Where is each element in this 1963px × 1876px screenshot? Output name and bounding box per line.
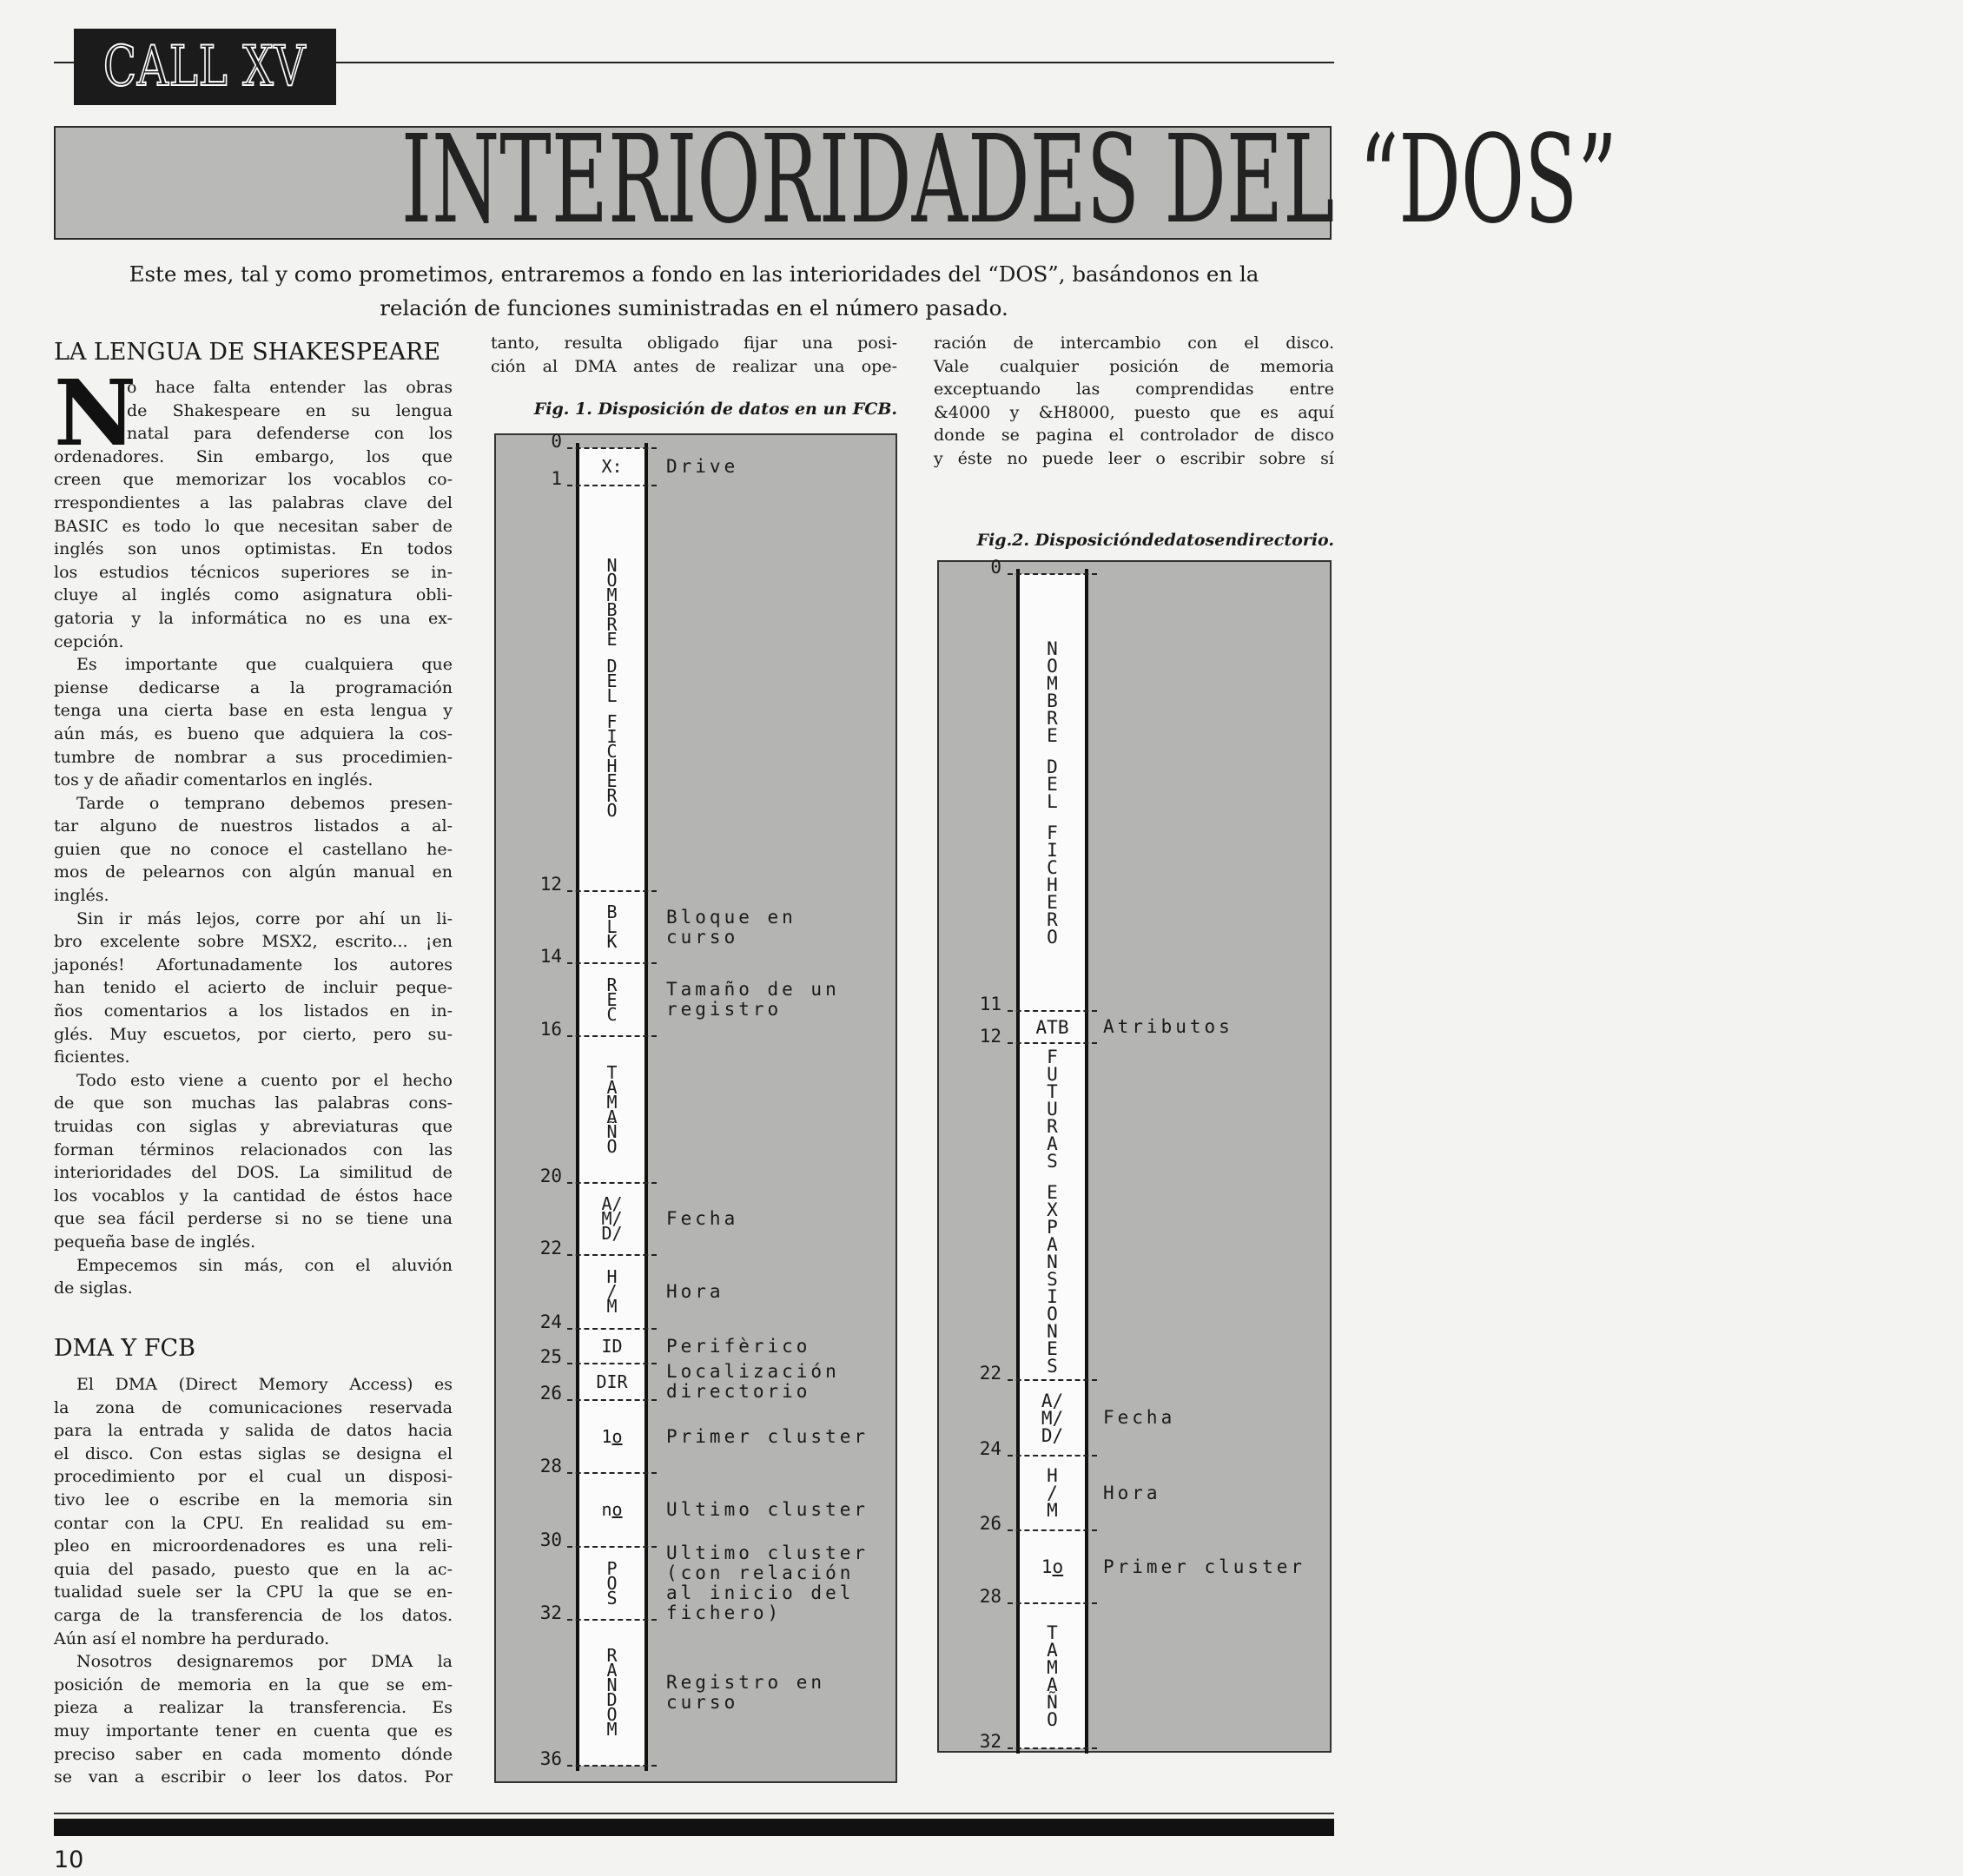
field-label-char: F — [606, 711, 618, 733]
text-line: Empecemos sin más, con el aluvión — [76, 1255, 453, 1275]
field-label-text: DIR — [596, 1371, 628, 1392]
field-description-line: fichero) — [666, 1602, 783, 1623]
field-label-char: H — [606, 756, 618, 777]
ordinal-mark: o — [1052, 1556, 1064, 1577]
field-label — [1015, 1603, 1090, 1748]
text-line: tumbre de nombrar a sus procedimien- — [54, 747, 453, 767]
field-description — [666, 1183, 738, 1255]
text-line: creen que memorizar los vocablos co- — [54, 470, 453, 490]
text-line: tanto, resulta obligado fijar una posi- — [491, 334, 897, 353]
offset-label: 28 — [979, 1586, 1001, 1607]
field-description-line: Hora — [666, 1281, 724, 1302]
text-line: inglés. — [54, 886, 109, 906]
page-number: 10 — [54, 1846, 84, 1873]
text-line: preciso saber en cada momento dónde — [54, 1744, 453, 1764]
text-line: Es importante que cualquiera que — [76, 655, 453, 675]
text-line: pleo en microordenadores es una reli- — [54, 1536, 453, 1556]
field-label-char: O — [606, 800, 618, 822]
field-label-text: X: — [601, 456, 623, 477]
text-line: pequeña base de inglés. — [54, 1232, 256, 1252]
field-label-char: E — [1047, 891, 1058, 913]
field-description-line: Fecha — [666, 1208, 739, 1229]
field-label-char: U — [1047, 1064, 1058, 1085]
text-line: los vocablos y la cantidad de éstos hace — [54, 1186, 453, 1206]
field-label-char: N — [1047, 1252, 1058, 1272]
text-line: bro excelente sobre MSX2, escrito... ¡en — [54, 932, 453, 952]
title-band — [54, 109, 1617, 251]
field-label-char: S — [1047, 1269, 1058, 1290]
text-line: El DMA (Direct Memory Access) es — [76, 1375, 453, 1394]
field-label-char: M/ — [1041, 1407, 1064, 1429]
offset-label: 22 — [979, 1363, 1001, 1384]
field-label — [574, 1620, 650, 1766]
field-description-line: Ultimo cluster — [666, 1542, 869, 1563]
field-description-line: Registro en — [666, 1672, 826, 1693]
text-line: de siglas. — [54, 1278, 133, 1298]
text-line: tenga una cierta base en esta lengua y — [54, 701, 453, 721]
field-label-char: A — [1047, 1133, 1058, 1154]
field-label-char: I — [606, 726, 618, 748]
field-label-char: P — [1047, 1217, 1058, 1238]
text-line: donde se pagina el controlador de disco — [934, 426, 1334, 446]
figure-2-caption: Fig.2. Disposicióndedatosendirectorio. — [976, 531, 1334, 550]
article-title: INTERIORIDADES DEL “DOS” — [400, 109, 1617, 251]
field-label-char: R — [606, 785, 618, 807]
field-label-char: F — [1047, 822, 1058, 843]
field-label-text: ATB — [1035, 1016, 1069, 1038]
field-label-char: D — [606, 655, 618, 677]
text-line: de Shakespeare en su lengua — [127, 400, 453, 420]
text-line: ños comentarios a los listados en in- — [54, 1001, 453, 1021]
field-label-char: F — [1047, 1047, 1058, 1067]
field-label-text: TAMAÑO — [606, 1061, 618, 1157]
text-line: ficientes. — [54, 1047, 130, 1067]
field-label-char: R — [1047, 707, 1058, 729]
text-line: cluye al inglés como asignatura obli- — [54, 585, 453, 605]
field-description-line: Hora — [1103, 1482, 1161, 1503]
field-label-char: O — [1047, 655, 1058, 677]
field-description — [666, 891, 796, 963]
field-description-line: Ultimo cluster — [666, 1499, 869, 1520]
field-label-text: RANDOM — [606, 1645, 618, 1740]
field-label-char: N — [1047, 1321, 1058, 1342]
field-description — [666, 1329, 810, 1364]
field-label-char: S — [1047, 1356, 1058, 1377]
field-label — [1015, 1380, 1090, 1456]
offset-label: 12 — [979, 1026, 1001, 1047]
text-line: Sin ir más lejos, corre por ahí un li- — [76, 908, 453, 928]
field-label — [574, 1036, 650, 1183]
text-line: Todo esto viene a cuento por el hecho — [76, 1070, 453, 1090]
text-line: rrespondientes a las palabras clave del — [54, 492, 453, 512]
text-line: gatoria y la informática no es una ex- — [54, 608, 453, 628]
text-line: Aún así el nombre ha perdurado. — [54, 1628, 330, 1648]
field-description — [666, 1361, 840, 1402]
field-label-char: I — [1047, 1286, 1058, 1307]
figure-1-caption: Fig. 1. Disposición de datos en un FCB. — [533, 400, 897, 419]
field-label-char: I — [1047, 839, 1058, 861]
section-tag — [74, 29, 336, 105]
field-label-char: B — [1047, 690, 1058, 711]
text-line: glés. Muy escuetos, por cierto, pero su- — [54, 1024, 453, 1044]
field-label-char: N — [1047, 637, 1058, 659]
ordinal-mark: o — [611, 1499, 623, 1520]
footer-bar — [54, 1819, 1334, 1836]
field-label-char: H — [1047, 874, 1058, 895]
text-line: para la entrada y salida de datos hacia — [54, 1421, 453, 1441]
text-line: &4000 y &H8000, puesto que es aquí — [934, 402, 1334, 422]
text-line: pieza a realizar la transferencia. Es — [54, 1698, 453, 1718]
text-line: ración de intercambio con el disco. — [934, 334, 1334, 353]
field-label-char: O — [1047, 1304, 1058, 1324]
field-description-line: Fecha — [1103, 1407, 1176, 1428]
field-label-char: A — [1047, 1234, 1058, 1255]
field-description — [666, 448, 738, 486]
text-line: ordenadores. Sin embargo, los que — [54, 446, 453, 466]
field-label — [1015, 574, 1090, 1011]
text-line: quia del pasado, puesto que en la ac- — [54, 1559, 453, 1579]
column-2-text — [491, 332, 897, 378]
field-label-char: E — [1047, 724, 1058, 746]
field-description — [666, 1620, 825, 1766]
field-label-char: E — [1047, 1338, 1058, 1359]
field-description-line: Atributos — [1103, 1016, 1233, 1037]
field-label-char: D/ — [1041, 1424, 1064, 1446]
text-line: muy importante tener en cuenta que es — [54, 1721, 453, 1741]
field-label-char: M/ — [601, 1208, 623, 1229]
field-label — [574, 1400, 650, 1473]
field-label — [574, 1547, 650, 1620]
field-label-text: ID — [601, 1335, 623, 1357]
field-label-text: REC — [606, 974, 618, 1025]
field-description — [1103, 1530, 1305, 1603]
field-label-char: A/ — [601, 1193, 623, 1214]
text-line: posición de memoria en la que se em- — [54, 1675, 453, 1694]
text-line: forman términos relacionados con las — [54, 1139, 453, 1159]
field-label-char: E — [1047, 773, 1058, 795]
offset-label: 22 — [539, 1238, 562, 1258]
field-description — [666, 1473, 869, 1547]
text-line: piense dedicarse a la programación — [54, 677, 453, 697]
text-line: se van a escribir o leer los datos. Por — [54, 1767, 453, 1787]
ordinal-mark: o — [611, 1425, 623, 1447]
field-description-line: Tamaño de un — [666, 979, 840, 1000]
field-label-text: BLK — [606, 902, 618, 952]
field-description-line: curso — [666, 926, 739, 948]
offset-label: 0 — [551, 431, 562, 452]
field-description-line: Primer cluster — [1103, 1556, 1306, 1577]
offset-label: 1 — [551, 468, 562, 489]
field-description — [666, 1542, 869, 1623]
field-label-char: S — [1047, 1151, 1058, 1172]
offset-label: 25 — [539, 1346, 562, 1367]
field-label — [574, 1473, 650, 1547]
offset-label: 26 — [979, 1513, 1001, 1534]
field-label-char: no — [601, 1499, 623, 1520]
text-line: tos y de añadir comentarlos en inglés. — [54, 770, 373, 790]
field-label — [1015, 1043, 1090, 1380]
text-line: carga de la transferencia de los datos. — [54, 1605, 453, 1625]
text-line: los estudios técnicos superiores se in- — [54, 562, 453, 582]
field-label — [574, 1329, 650, 1364]
field-label-char: U — [1047, 1099, 1058, 1120]
field-description — [1103, 1380, 1175, 1456]
subtitle-line: Este mes, tal y como prometimos, entraremos a fondo en las interioridades del “DOS”, basándonos en la — [129, 261, 1259, 287]
field-label — [1015, 1530, 1090, 1603]
offset-label: 20 — [539, 1166, 562, 1186]
field-label-char: C — [606, 741, 618, 763]
field-label-char: X — [1047, 1199, 1058, 1220]
field-description — [666, 963, 840, 1036]
offset-label: 36 — [539, 1748, 562, 1769]
field-label-char: C — [1047, 856, 1058, 878]
field-label-char: L — [1047, 790, 1058, 812]
offset-label: 30 — [539, 1529, 562, 1550]
offset-label: 26 — [539, 1383, 562, 1404]
offset-label: 12 — [539, 874, 562, 895]
field-description — [1103, 1456, 1161, 1530]
text-line: el disco. Con estas siglas se designa el — [54, 1443, 453, 1463]
field-label-char: E — [1047, 1182, 1058, 1203]
text-line: y éste no puede leer o escribir sobre sí — [934, 448, 1334, 468]
column-1-section-1 — [54, 360, 453, 1300]
text-line: o hace falta entender las obras — [127, 378, 453, 397]
section-heading-shakespeare: LA LENGUA DE SHAKESPEARE — [54, 339, 440, 366]
field-label — [574, 1255, 650, 1329]
field-label-char: M — [606, 584, 618, 605]
text-line: contar con la CPU. En realidad su em- — [54, 1513, 453, 1533]
field-label-char: R — [606, 613, 618, 635]
footer-rule — [54, 1813, 1334, 1814]
section-tag-label: CALL XV — [103, 35, 307, 99]
text-line: aún más, es bueno que adquiera la cos- — [54, 723, 453, 743]
field-description-line: registro — [666, 999, 783, 1020]
drop-cap: N — [54, 360, 137, 466]
text-line: guien que no conoce el castellano he- — [54, 839, 453, 859]
text-line: japonés! Afortunadamente los autores — [54, 955, 453, 974]
field-label-char: N — [606, 554, 618, 576]
field-description-line: Bloque en — [666, 906, 796, 928]
text-line: que sea fácil perderse si no se tiene una — [54, 1209, 453, 1229]
column-1-section-2 — [54, 1373, 453, 1789]
text-line: Nosotros designaremos por DMA la — [76, 1652, 453, 1672]
field-label-char: M — [1047, 672, 1058, 694]
field-description-line: Primer cluster — [666, 1425, 869, 1447]
section-heading-dma-fcb: DMA Y FCB — [54, 1335, 196, 1362]
field-label-char: A/ — [1041, 1390, 1064, 1411]
offset-label: 16 — [539, 1019, 562, 1040]
field-description-line: (con relación — [666, 1562, 855, 1583]
field-description-line: Drive — [666, 456, 739, 477]
text-line: Vale cualquier posición de memoria — [934, 356, 1334, 376]
figure-2-directory-layout — [937, 557, 1332, 1753]
field-label-text: POS — [606, 1557, 618, 1608]
text-line: exceptuando las comprendidas entre — [934, 380, 1334, 400]
text-line: truidas con siglas y abreviaturas que — [54, 1117, 453, 1136]
offset-label: 14 — [539, 946, 562, 967]
field-label — [1015, 1011, 1090, 1043]
text-line: tar alguno de nuestros listados a al- — [54, 816, 453, 836]
subtitle-line: relación de funciones suministradas en el número pasado. — [380, 295, 1008, 320]
field-description-line: directorio — [666, 1381, 811, 1402]
field-label-char: D — [1047, 756, 1058, 777]
field-label-char: R — [1047, 908, 1058, 930]
field-label-char: L — [606, 684, 618, 706]
field-label-char: 1o — [601, 1425, 623, 1447]
offset-label: 0 — [990, 557, 1001, 578]
field-description-line: al inicio del — [666, 1582, 855, 1603]
figure-1-fcb-layout — [494, 433, 897, 1783]
field-label-char: O — [1047, 926, 1058, 948]
column-3-text — [934, 332, 1334, 471]
field-label-char: O — [606, 569, 618, 591]
field-label-char: B — [606, 598, 618, 620]
text-line: tivo lee o escribe en la memoria sin — [54, 1490, 453, 1509]
field-label-char: T — [1047, 1081, 1058, 1102]
text-line: cepción. — [54, 631, 124, 651]
text-line: natal para defenderse con los — [127, 424, 453, 444]
text-line: han tenido el acierto de incluir peque- — [54, 978, 453, 998]
field-description-line: Perifèrico — [666, 1335, 811, 1357]
article-subtitle — [54, 257, 1334, 325]
offset-label: 11 — [979, 994, 1001, 1014]
field-label — [574, 448, 650, 486]
column-1-heading2-wrap — [54, 1335, 453, 1363]
field-label — [574, 1183, 650, 1255]
text-line: ción al DMA antes de realizar una ope- — [491, 356, 897, 376]
field-label-text: H/M — [1047, 1465, 1058, 1521]
text-line: de que son muchas las palabras cons- — [54, 1093, 453, 1113]
field-label — [1015, 1456, 1090, 1530]
text-line: tualidad suele ser la CPU la que se en- — [54, 1582, 453, 1602]
field-label-text: H/M — [606, 1266, 618, 1317]
field-label — [574, 1364, 650, 1400]
field-label-char: R — [1047, 1116, 1058, 1137]
text-line: la zona de comunicaciones reservada — [54, 1397, 453, 1417]
field-description — [666, 1400, 869, 1473]
text-line: inglés son unos optimistas. En todos — [54, 539, 453, 559]
field-label — [574, 486, 650, 891]
text-line: procedimiento por el cual un disposi- — [54, 1467, 453, 1487]
field-label-char: E — [606, 670, 618, 691]
field-label-char: 1o — [1041, 1556, 1064, 1577]
text-line: mos de pelearnos con algún manual en — [54, 862, 453, 882]
text-line: interioridades del DOS. La similitud de — [54, 1163, 453, 1183]
field-label-char: D/ — [601, 1223, 623, 1244]
field-label-char: E — [606, 770, 618, 792]
field-description-line: Localización — [666, 1361, 840, 1382]
field-label-text: TAMAÑO — [1047, 1622, 1058, 1730]
field-description — [666, 1255, 724, 1329]
field-label — [574, 963, 650, 1036]
text-line: Tarde o temprano debemos presen- — [76, 793, 453, 813]
offset-label: 32 — [979, 1731, 1001, 1752]
field-label-char: E — [606, 628, 618, 650]
field-description — [1103, 1011, 1233, 1043]
field-description-line: curso — [666, 1692, 739, 1713]
offset-label: 24 — [979, 1438, 1001, 1459]
field-label — [574, 891, 650, 963]
offset-label: 24 — [539, 1311, 562, 1332]
text-line: BASIC es todo lo que necesitan saber de — [54, 516, 453, 536]
offset-label: 28 — [539, 1456, 562, 1476]
offset-label: 32 — [539, 1602, 562, 1623]
